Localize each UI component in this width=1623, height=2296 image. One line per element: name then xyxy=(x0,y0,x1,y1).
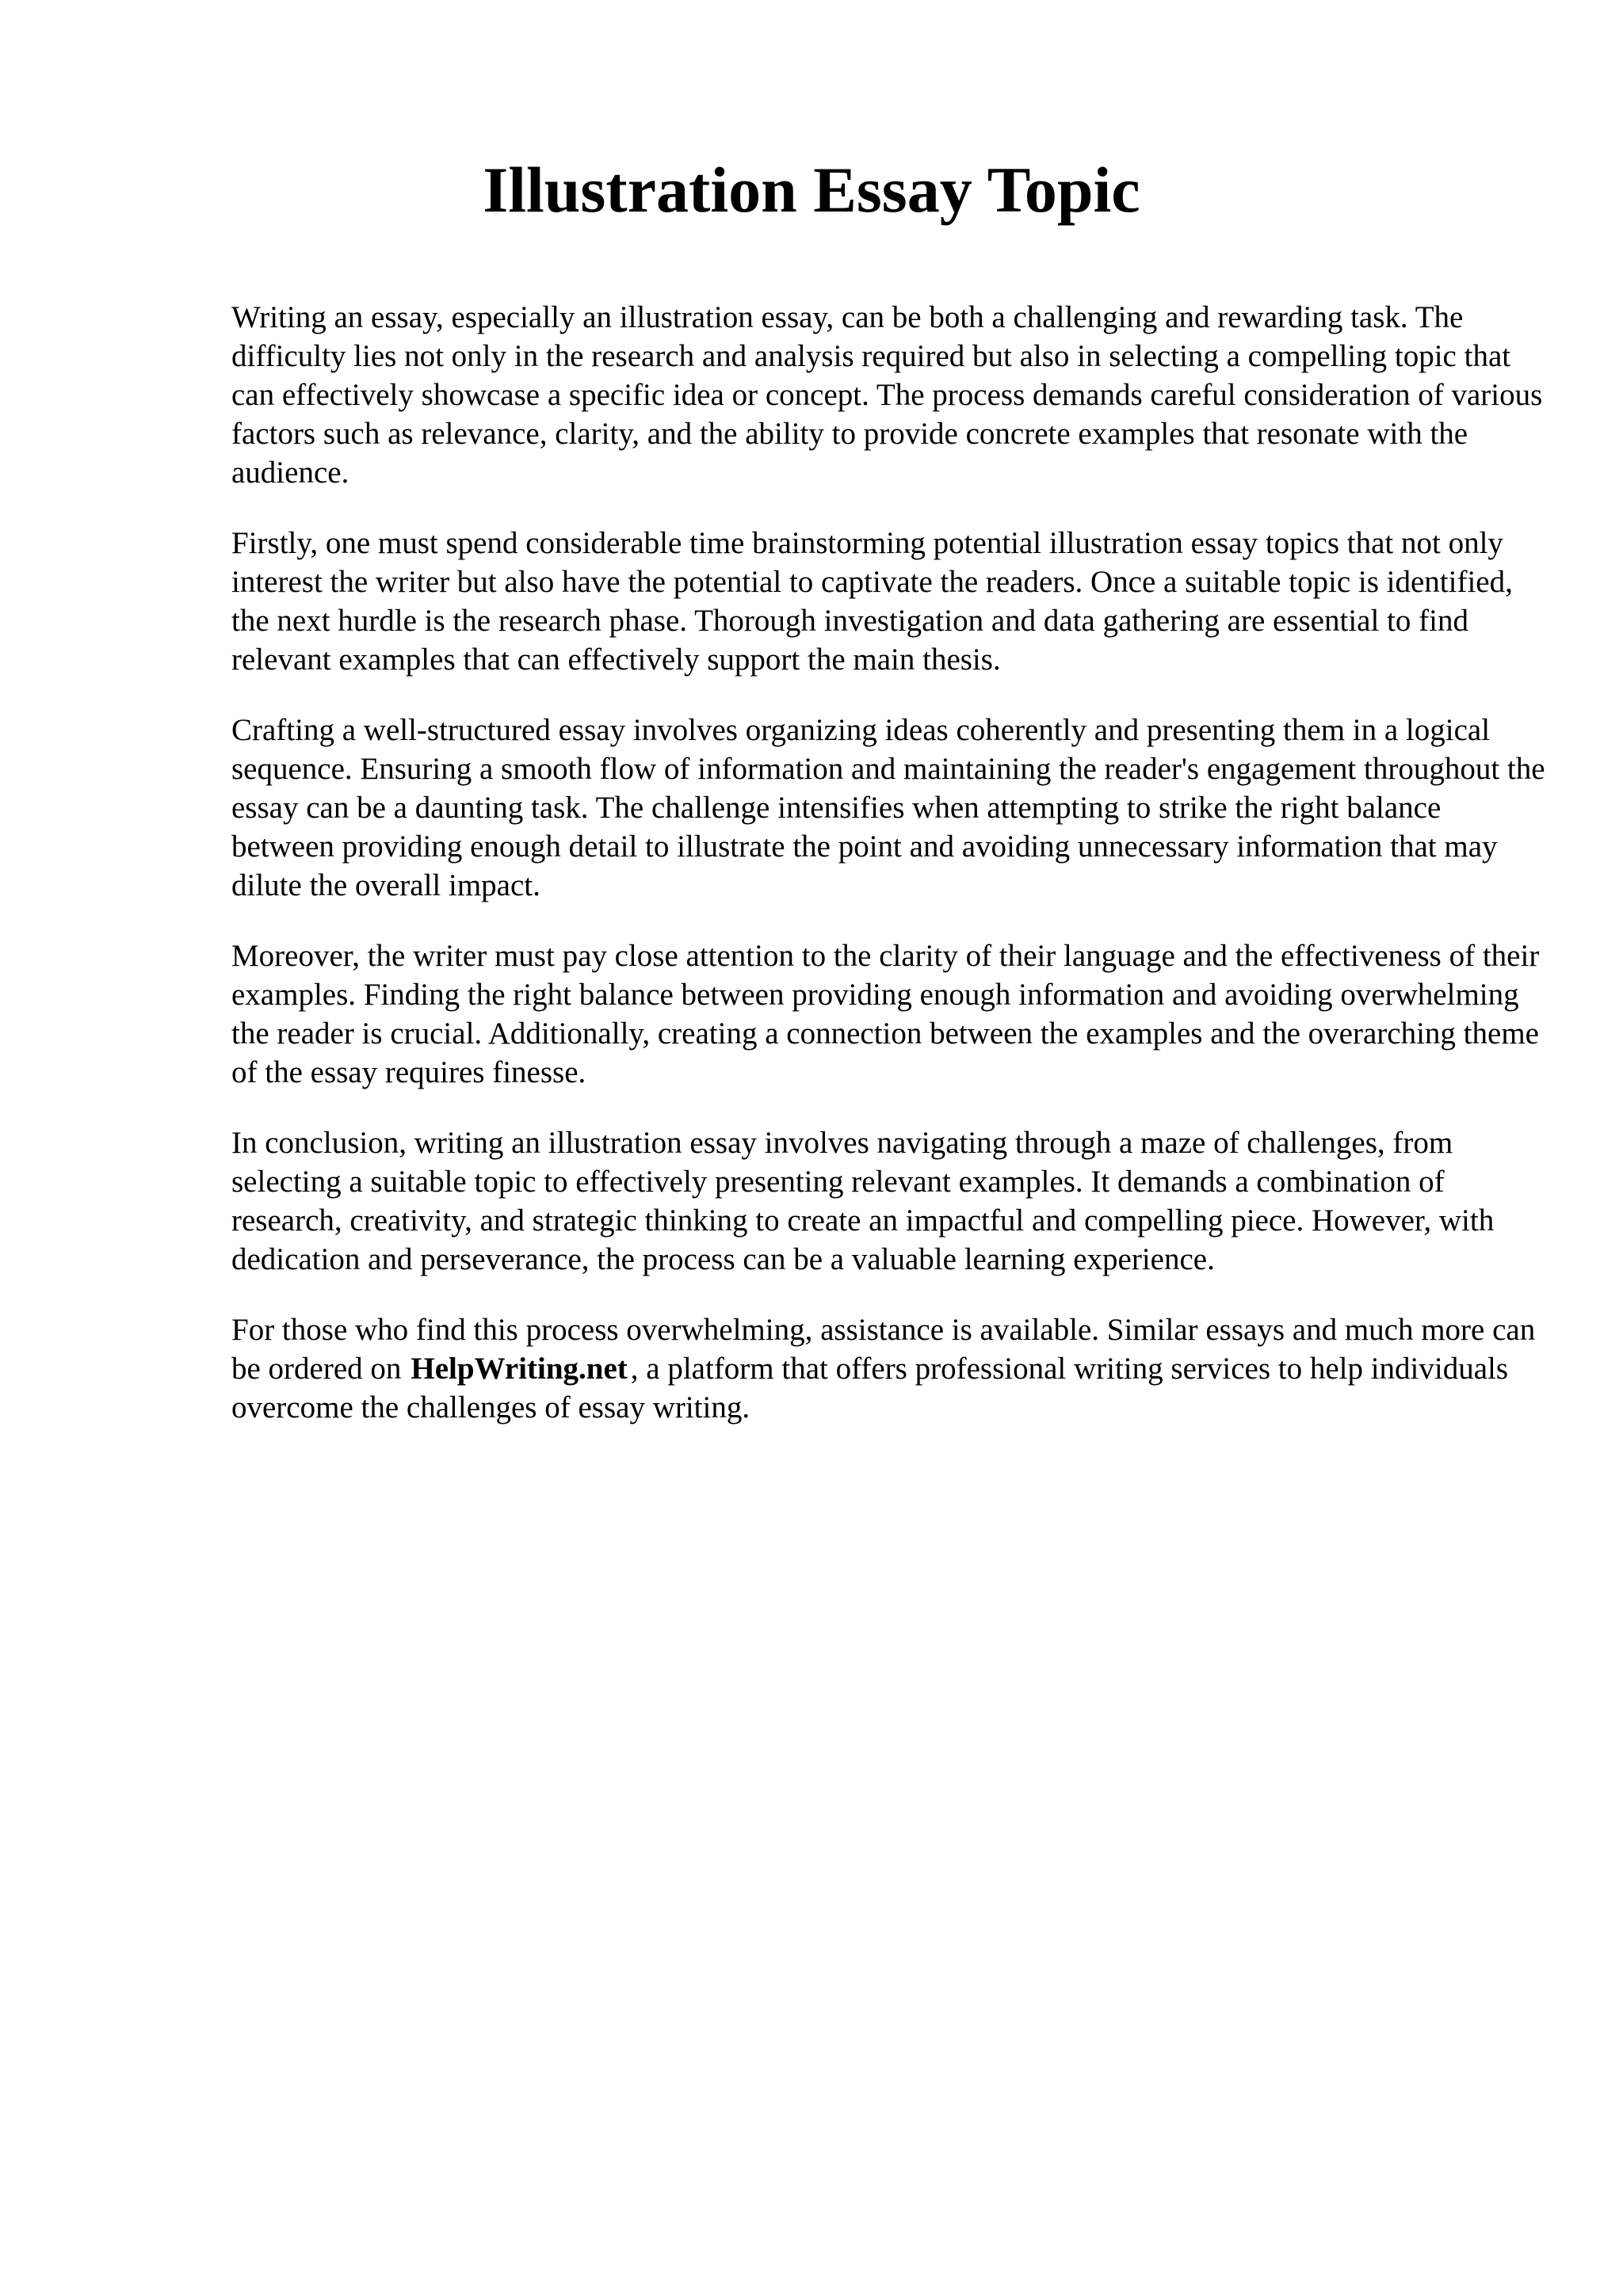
paragraph-5: In conclusion, writing an illustration essay involves navigating through a maze of challenges, from selecting a suitable topic to effectively presenting relevant examples. It demands a combination of research, creativity, and strategic thinking to create an impactful and compelling piece. However, with dedication and perseverance, the process can be a valuable learning experience. xyxy=(231,1126,1495,1276)
closing-paragraph xyxy=(231,1310,1547,1427)
paragraph-3: Crafting a well-structured essay involves organizing ideas coherently and presenting them in a logical sequence. Ensuring a smooth flow of information and maintaining the reader's engagement throughout the essay can be a daunting task. The challenge intensifies when attempting to strike the right balance between providing enough detail to illustrate the point and avoiding unnecessary information that may dilute the overall impact. xyxy=(231,713,1545,902)
paragraph-2: Firstly, one must spend considerable time brainstorming potential illustration essay topics that not only interest the writer but also have the potential to captivate the readers. Once a suitable topic is identified, the next hurdle is the research phase. Thorough investigation and data gathering are essential to find relevant examples that can effectively support the main thesis. xyxy=(231,526,1513,677)
helpwriting-link[interactable]: HelpWriting.net xyxy=(411,1352,628,1386)
closing-text-after: , a platform that offers professional writing services to help individuals overcome the challenges of essay writing. xyxy=(231,1352,1509,1425)
closing-text-before: For those who find this process overwhelming, assistance is available. Similar essays and much more can be ordered on xyxy=(231,1313,1536,1386)
page-title: Illustration Essay Topic xyxy=(483,154,1140,226)
paragraph-1: Writing an essay, especially an illustration essay, can be both a challenging and rewarding task. The difficulty lies not only in the research and analysis required but also in selecting a compelling topic that can effectively showcase a specific idea or concept. The process demands careful consideration of various factors such as relevance, clarity, and the ability to provide concrete examples that resonate with the audience. xyxy=(231,300,1543,490)
paragraph-4: Moreover, the writer must pay close attention to the clarity of their language and the effectiveness of their examples. Finding the right balance between providing enough information and avoiding overwhelming the reader is crucial. Additionally, creating a connection between the examples and the overarching theme of the essay requires finesse. xyxy=(231,939,1540,1089)
essay-body xyxy=(231,298,1547,1459)
